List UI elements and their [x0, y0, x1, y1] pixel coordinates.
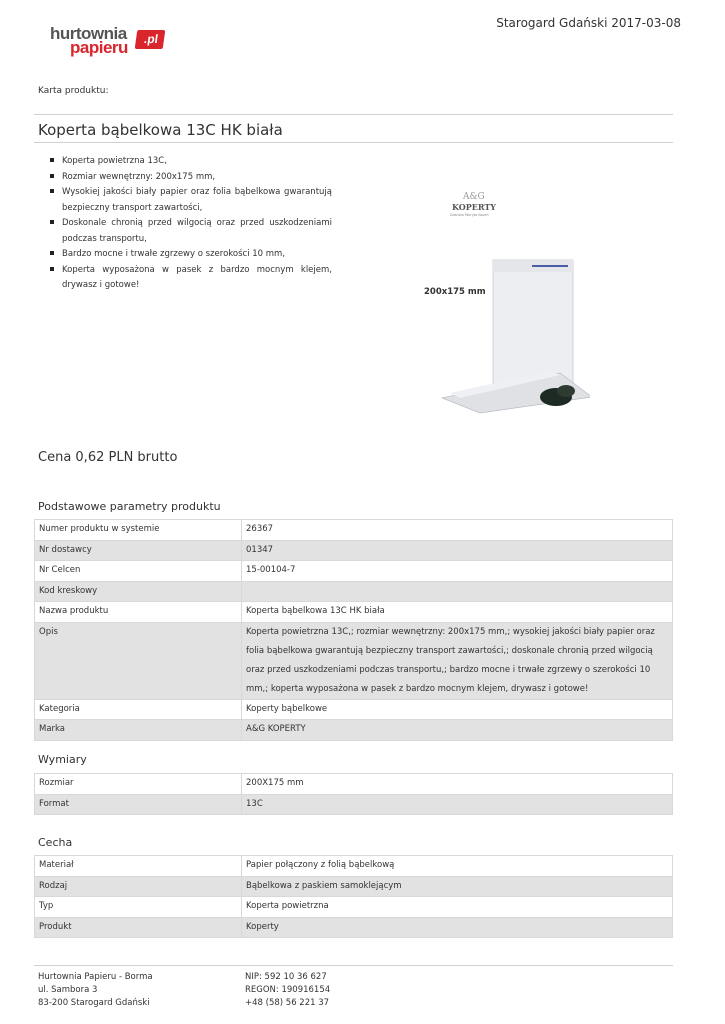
param-key: Typ	[35, 897, 242, 918]
product-card-label: Karta produktu:	[38, 86, 109, 96]
param-key: Kod kreskowy	[35, 581, 242, 602]
brand-logo-top: A&G	[463, 192, 485, 202]
param-value: 13C	[242, 794, 673, 815]
feature-item: Doskonale chronią przed wilgocią oraz przed uszkodzeniami podczas transportu,	[48, 216, 332, 247]
feature-item: Bardzo mocne i trwałe zgrzewy o szerokości 10 mm,	[48, 247, 332, 263]
table-row	[35, 917, 673, 938]
param-value: Koperty	[242, 917, 673, 938]
dimensions-table	[34, 773, 673, 815]
product-image	[420, 185, 590, 420]
section-title-dimensions: Wymiary	[38, 753, 87, 766]
table-row	[35, 876, 673, 897]
table-row	[35, 774, 673, 795]
logo-word-hurtownia: hurtownia	[50, 24, 127, 43]
table-row	[35, 622, 673, 699]
footer-company-address	[38, 971, 153, 1010]
table-row	[35, 897, 673, 918]
param-value: 01347	[242, 540, 673, 561]
table-row	[35, 540, 673, 561]
footer-nip: NIP: 592 10 36 627	[245, 972, 327, 982]
basic-parameters-table	[34, 519, 673, 741]
footer-phone: +48 (58) 56 221 37	[245, 998, 330, 1008]
table-row	[35, 720, 673, 741]
logo-word-papieru: papieru	[70, 38, 128, 57]
param-key: Nr dostawcy	[35, 540, 242, 561]
param-value: 15-00104-7	[242, 561, 673, 582]
param-value: Koperta bąbelkowa 13C HK biała	[242, 602, 673, 623]
param-value: Koperty bąbelkowe	[242, 699, 673, 720]
envelope-back	[493, 260, 573, 388]
table-row	[35, 561, 673, 582]
price: Cena 0,62 PLN brutto	[38, 450, 178, 465]
param-value	[242, 581, 673, 602]
param-key: Rozmiar	[35, 774, 242, 795]
feature-item: Koperta wyposażona w pasek z bardzo mocnym klejem, drywasz i gotowe!	[48, 263, 332, 294]
brand-logo-sub: Gdańska Fabryka Kopert	[450, 213, 489, 217]
footer-regon: REGON: 190916154	[245, 985, 331, 995]
param-value: 26367	[242, 520, 673, 541]
feature-item: Koperta powietrzna 13C,	[48, 154, 332, 170]
table-row	[35, 581, 673, 602]
table-row	[35, 856, 673, 877]
param-key: Opis	[35, 622, 242, 699]
envelope-stripe	[532, 265, 568, 267]
param-value: Papier połączony z folią bąbelkową	[242, 856, 673, 877]
features-table	[34, 855, 673, 938]
param-value: 200X175 mm	[242, 774, 673, 795]
param-key: Produkt	[35, 917, 242, 938]
hurtownia-papieru-logo	[50, 24, 190, 58]
param-value: A&G KOPERTY	[242, 720, 673, 741]
param-value: Koperta powietrzna	[242, 897, 673, 918]
table-row	[35, 602, 673, 623]
footer-divider	[34, 965, 673, 966]
place-date-line: Starogard Gdański 2017-03-08	[496, 16, 681, 30]
param-value: Koperta powietrzna 13C,; rozmiar wewnętrzny: 200x175 mm,; wysokiej jakości biały papier oraz folia bąbelkowa gwarantują bezpieczny transport zawartości,; doskonale chronią przed wilgocią oraz przed uszkodzeniami podczas transportu,; bardzo mocne i trwałe zgrzewy o szerokości 10 mm,; koperta wyposażona w pasek z bardzo mocnym klejem, drywasz i gotowe!	[242, 622, 673, 699]
feature-list	[48, 154, 332, 294]
logo-tld-badge: .pl	[135, 30, 166, 49]
feature-item: Rozmiar wewnętrzny: 200x175 mm,	[48, 170, 332, 186]
footer-company-ids	[245, 971, 330, 1010]
param-value: Bąbelkowa z paskiem samoklejącym	[242, 876, 673, 897]
param-key: Marka	[35, 720, 242, 741]
footer-city: 83-200 Starogard Gdański	[38, 998, 150, 1008]
param-key: Numer produktu w systemie	[35, 520, 242, 541]
table-row	[35, 794, 673, 815]
footer-street: ul. Sambora 3	[38, 985, 98, 995]
param-key: Nazwa produktu	[35, 602, 242, 623]
param-key: Format	[35, 794, 242, 815]
section-title-features: Cecha	[38, 836, 73, 849]
table-row	[35, 699, 673, 720]
section-title-basic: Podstawowe parametry produktu	[38, 500, 221, 513]
size-label: 200x175 mm	[424, 287, 486, 297]
title-top-divider	[34, 114, 673, 115]
title-bottom-divider	[34, 142, 673, 143]
param-key: Kategoria	[35, 699, 242, 720]
product-title: Koperta bąbelkowa 13C HK biała	[38, 121, 283, 139]
feature-item: Wysokiej jakości biały papier oraz folia bąbelkowa gwarantują bezpieczny transport zawartości,	[48, 185, 332, 216]
brand-logo-main: KOPERTY	[452, 202, 496, 212]
param-key: Rodzaj	[35, 876, 242, 897]
footer-company-name: Hurtownia Papieru - Borma	[38, 972, 153, 982]
param-key: Nr Celcen	[35, 561, 242, 582]
param-key: Materiał	[35, 856, 242, 877]
envelope-content-object-detail	[557, 385, 575, 397]
table-row	[35, 520, 673, 541]
